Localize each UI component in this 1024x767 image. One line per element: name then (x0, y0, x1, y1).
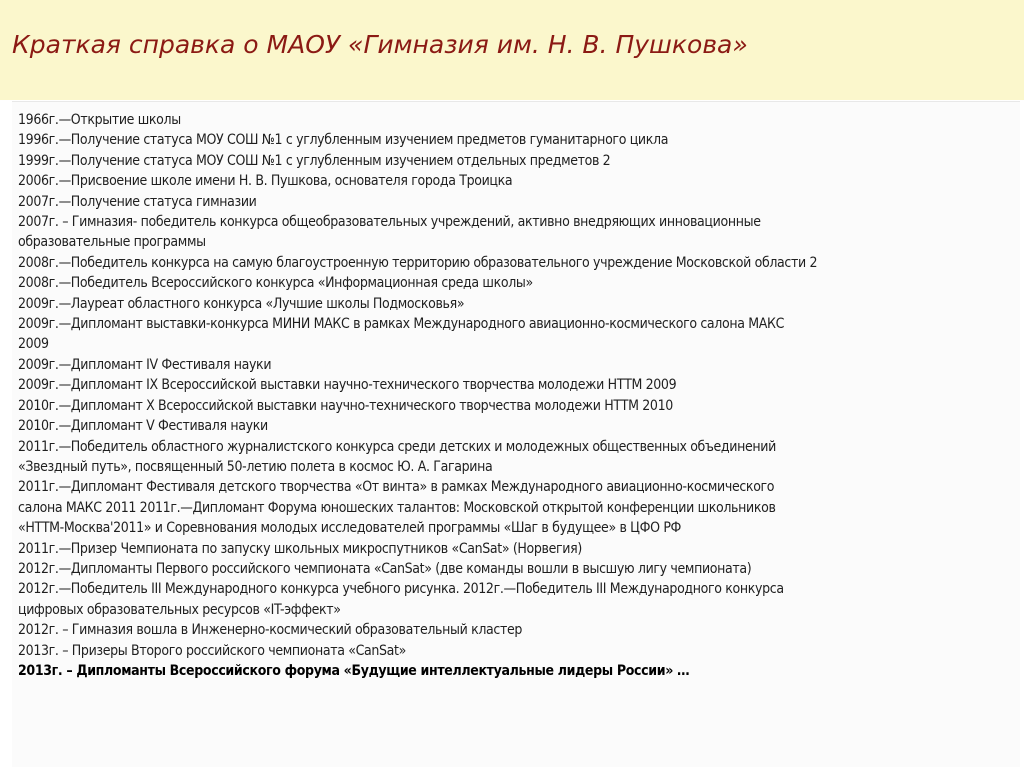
list-item: цифровых образовательных ресурсов «IT-эффект» (18, 601, 341, 618)
list-item: 2007г.—Получение статуса гимназии (18, 193, 257, 210)
title-band (0, 0, 1024, 100)
list-item: 2010г.—Дипломант X Всероссийской выставки научно-технического творчества молодежи НТТМ 2010 (18, 397, 673, 414)
list-item: «Звездный путь», посвященный 50-летию полета в космос Ю. А. Гагарина (18, 458, 493, 475)
list-item: 2009г.—Лауреат областного конкурса «Лучшие школы Подмосковья» (18, 295, 465, 312)
list-item: 2008г.—Победитель конкурса на самую благоустроенную территорию образовательного учреждение Московской области 2 (18, 254, 818, 271)
content-box (12, 101, 1020, 767)
list-item: 1999г.—Получение статуса МОУ СОШ №1 с углубленным изучением отдельных предметов 2 (18, 152, 611, 169)
list-item-highlight: 2013г. – Дипломанты Всероссийского форума «Будущие интеллектуальные лидеры России» … (18, 662, 690, 679)
page-title: Краткая справка о МАОУ «Гимназия им. Н. В. Пушкова» (12, 30, 748, 59)
list-item: 2010г.—Дипломант V Фестиваля науки (18, 418, 268, 435)
list-item: 2006г.—Присвоение школе имени Н. В. Пушкова, основателя города Троицка (18, 173, 513, 190)
list-item: «НТТМ-Москва'2011» и Соревнования молодых исследователей программы «Шаг в будущее» в ЦФО РФ (18, 520, 682, 537)
list-item: 2009г.—Дипломант IX Всероссийской выставки научно-технического творчества молодежи НТТМ 2009 (18, 377, 677, 394)
history-list (18, 110, 817, 681)
list-item: 1966г.—Открытие школы (18, 112, 181, 128)
list-item: 2011г.—Победитель областного журналистского конкурса среди детских и молодежных общественных объединений (18, 438, 776, 455)
list-item: 2012г.—Дипломанты Первого российского чемпионата «CanSat» (две команды вошли в высшую лигу чемпионата) (18, 560, 752, 577)
list-item: образовательные программы (18, 234, 206, 251)
list-item: 2009 (18, 336, 49, 353)
list-item: 2011г.—Дипломант Фестиваля детского творчества «От винта» в рамках Международного авиационно-космического (18, 479, 775, 496)
list-item: 2013г. – Призеры Второго российского чемпионата «CanSat» (18, 642, 406, 659)
list-item: 2012г. – Гимназия вошла в Инженерно-космический образовательный кластер (18, 622, 523, 639)
list-item: 2009г.—Дипломант выставки-конкурса МИНИ МАКС в рамках Международного авиационно-космического салона МАКС (18, 316, 785, 333)
list-item: 2008г.—Победитель Всероссийского конкурса «Информационная среда школы» (18, 275, 533, 292)
list-item: 1996г.—Получение статуса МОУ СОШ №1 с углубленным изучением предметов гуманитарного цикла (18, 132, 669, 149)
list-item: 2009г.—Дипломант IV Фестиваля науки (18, 356, 272, 373)
list-item: 2012г.—Победитель III Международного конкурса учебного рисунка. 2012г.—Победитель III Международного конкурса (18, 581, 784, 598)
list-item: салона МАКС 2011 2011г.—Дипломант Форума юношеских талантов: Московской открытой конференции школьников (18, 499, 776, 516)
list-item: 2007г. – Гимназия- победитель конкурса общеобразовательных учреждений, активно внедряющих инновационные (18, 214, 761, 231)
list-item: 2011г.—Призер Чемпионата по запуску школьных микроспутников «CanSat» (Норвегия) (18, 540, 582, 557)
